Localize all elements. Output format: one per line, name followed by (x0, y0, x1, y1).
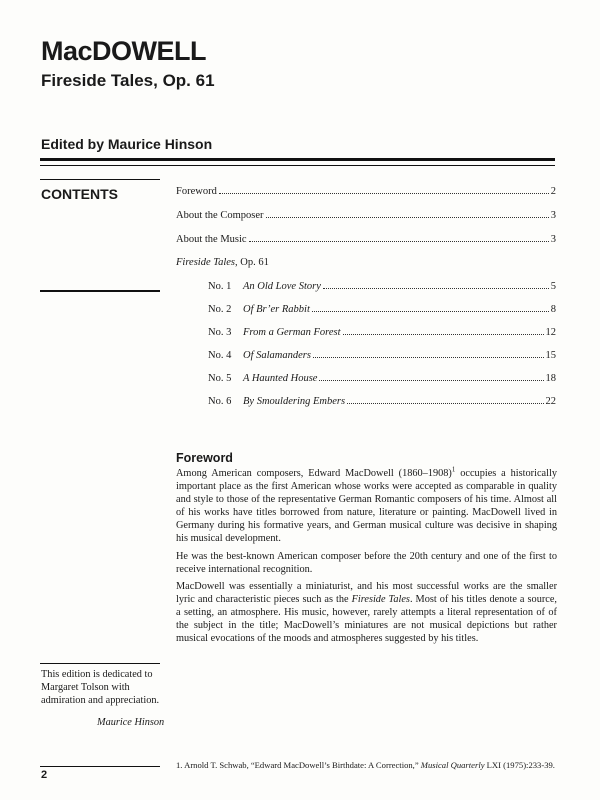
toc-entry-about-composer (176, 210, 556, 221)
toc-leader (343, 333, 544, 335)
piece-title: Of Salamanders (243, 350, 311, 361)
toc-entry-foreword (176, 186, 556, 197)
toc-label: About the Composer (176, 210, 264, 221)
piece-page: 5 (550, 281, 556, 292)
toc-page: 2 (550, 186, 556, 197)
toc-leader (219, 192, 549, 194)
header-rule-thin (40, 165, 555, 166)
piece-page: 15 (545, 350, 556, 361)
toc-set-title (176, 257, 269, 268)
work-title: Fireside Tales, Op. 61 (41, 71, 215, 90)
toc-leader (347, 402, 543, 404)
set-opus: , Op. 61 (235, 257, 269, 268)
piece-number: No. 6 (208, 396, 232, 407)
page-number: 2 (41, 769, 48, 781)
contents-rule (40, 179, 160, 180)
footnote-journal: Musical Quarterly (420, 760, 485, 770)
foreword-heading: Foreword (176, 451, 233, 465)
foreword-body (176, 467, 557, 649)
foreword-paragraph-1 (176, 467, 557, 546)
dedication-rule (40, 663, 160, 664)
piece-page: 8 (550, 304, 556, 315)
toc-piece-5 (208, 373, 556, 384)
foreword-text: occupies a historically important place as the first American whose works were accepted as comparable in quality and style to those of the representative German Romantic composers of his time. Almost all of his works have titles borrowed from nature, literature or painting. MacDowell lived in Germany during his formative years, and German musical culture was decisive in shaping his musical development. (176, 468, 557, 545)
toc-piece-4 (208, 350, 556, 361)
editor-credit: Edited by Maurice Hinson (41, 136, 213, 152)
foreword-text: . Most of his titles denote a source, a setting, an atmosphere. His music, however, rarely attempts a literal representation of of the subject in the title; MacDowell’s miniatures are not musical depictions but rather musical evocations of the moods and atmospheres suggested by his titles. (176, 593, 557, 645)
toc-leader (319, 379, 543, 381)
toc-label: About the Music (176, 234, 247, 245)
toc-page: 3 (550, 210, 556, 221)
toc-piece-6 (208, 396, 556, 407)
toc-leader (313, 356, 544, 358)
piece-number: No. 2 (208, 304, 232, 315)
header-rule-thick (40, 158, 555, 161)
piece-title: By Smouldering Embers (243, 396, 346, 407)
footnote-text: 1. Arnold T. Schwab, “Edward MacDowell’s Birthdate: A Correction,” (176, 760, 421, 770)
toc-leader (249, 240, 549, 242)
toc-leader (266, 216, 549, 218)
piece-number: No. 1 (208, 281, 232, 292)
contents-side-rule (40, 290, 160, 292)
toc-leader (323, 287, 549, 289)
foreword-italic-title: Fireside Tales (351, 593, 410, 605)
foreword-text: Among American composers, Edward MacDowell (1860–1908) (176, 468, 452, 479)
foreword-paragraph-2: He was the best-known American composer before the 20th century and one of the first to receive international recognition. (176, 550, 557, 575)
toc-piece-3 (208, 327, 556, 338)
piece-title: An Old Love Story (243, 281, 321, 292)
dedication-text: This edition is dedicated to Margaret Tolson with admiration and appreciation. (41, 669, 160, 707)
toc-piece-1 (208, 281, 556, 292)
piece-number: No. 4 (208, 350, 232, 361)
foreword-text: MacDowell was essentially a miniaturist, and his most successful works are the smaller lyric and characteristic pieces such as the (176, 580, 557, 605)
piece-title: Of Br’er Rabbit (243, 304, 310, 315)
contents-heading: CONTENTS (41, 186, 118, 202)
toc-page: 3 (550, 234, 556, 245)
piece-page: 18 (545, 373, 556, 384)
footnote-text: LXI (1975):233-39. (484, 760, 555, 770)
piece-page: 22 (545, 396, 556, 407)
toc-leader (312, 310, 549, 312)
toc-label: Foreword (176, 186, 217, 197)
set-title: Fireside Tales (176, 257, 236, 268)
toc-entry-about-music (176, 234, 556, 245)
dedication-signature: Maurice Hinson (97, 717, 165, 728)
toc-piece-2 (208, 304, 556, 315)
page-number-rule (40, 766, 160, 767)
composer-name: MacDOWELL (41, 36, 207, 66)
footnote-marker: 1 (451, 465, 456, 474)
piece-page: 12 (545, 327, 556, 338)
piece-title: From a German Forest (243, 327, 341, 338)
piece-number: No. 5 (208, 373, 232, 384)
foreword-paragraph-3 (176, 580, 557, 645)
footnote (176, 760, 557, 770)
piece-title: A Haunted House (243, 373, 318, 384)
piece-number: No. 3 (208, 327, 232, 338)
